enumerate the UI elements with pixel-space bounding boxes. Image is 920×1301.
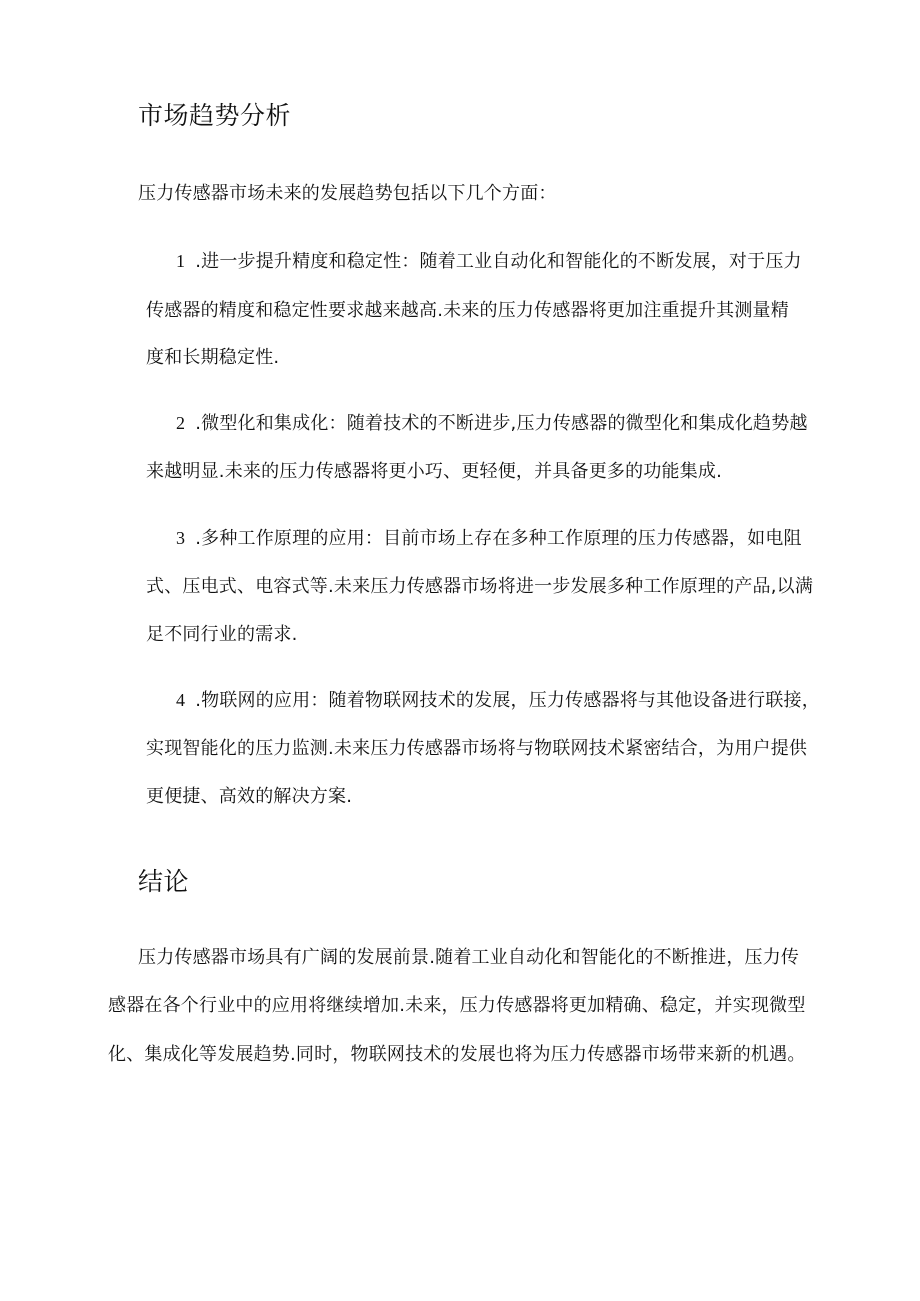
list-item-text: .物联网的应用：随着物联网技术的发展，压力传感器将与其他设备进行联接， [195,690,820,711]
section-heading-market-trends: 市场趋势分析 [138,101,292,130]
list-item-3-line-3: 足不同行业的需求. [146,624,298,645]
list-item-text: .微型化和集成化：随着技术的不断进步,压力传感器的微型化和集成化趋势越 [195,413,808,434]
intro-paragraph: 压力传感器市场未来的发展趋势包括以下几个方面： [138,183,557,204]
list-item-1-line-2: 传感器的精度和稳定性要求越来越高.未来的压力传感器将更加注重提升其测量精 [146,300,789,321]
list-item-4-line-2: 实现智能化的压力监测.未来压力传感器市场将与物联网技术紧密结合，为用户提供 [146,738,808,759]
list-item-number: 2 [176,413,186,433]
list-item-text: .进一步提升精度和稳定性：随着工业自动化和智能化的不断发展，对于压力 [195,251,802,272]
list-item-2-line-1 [176,398,808,449]
list-item-3-line-1 [176,513,802,564]
list-item-2-line-2: 来越明显.未来的压力传感器将更小巧、更轻便，并具备更多的功能集成. [146,461,723,482]
section-heading-conclusion: 结论 [138,867,190,896]
list-item-number: 4 [176,690,186,710]
list-item-4-line-3: 更便捷、高效的解决方案. [146,786,353,807]
conclusion-line-1: 压力传感器市场具有广阔的发展前景.随着工业自动化和智能化的不断推进，压力传 [138,947,800,968]
list-item-1-line-1 [176,236,802,287]
list-item-text: .多种工作原理的应用：目前市场上存在多种工作原理的压力传感器，如电阻 [195,528,802,549]
list-item-1-line-3: 度和长期稳定性. [146,347,280,368]
list-item-4-line-1 [176,675,820,726]
conclusion-line-2: 感器在各个行业中的应用将继续增加.未来，压力传感器将更加精确、稳定，并实现微型 [108,995,806,1016]
list-item-number: 3 [176,528,186,548]
conclusion-line-3: 化、集成化等发展趋势.同时，物联网技术的发展也将为压力传感器市场带来新的机遇。 [108,1044,806,1065]
list-item-number: 1 [176,251,186,271]
list-item-3-line-2: 式、压电式、电容式等.未来压力传感器市场将进一步发展多种工作原理的产品,以满 [146,576,814,597]
